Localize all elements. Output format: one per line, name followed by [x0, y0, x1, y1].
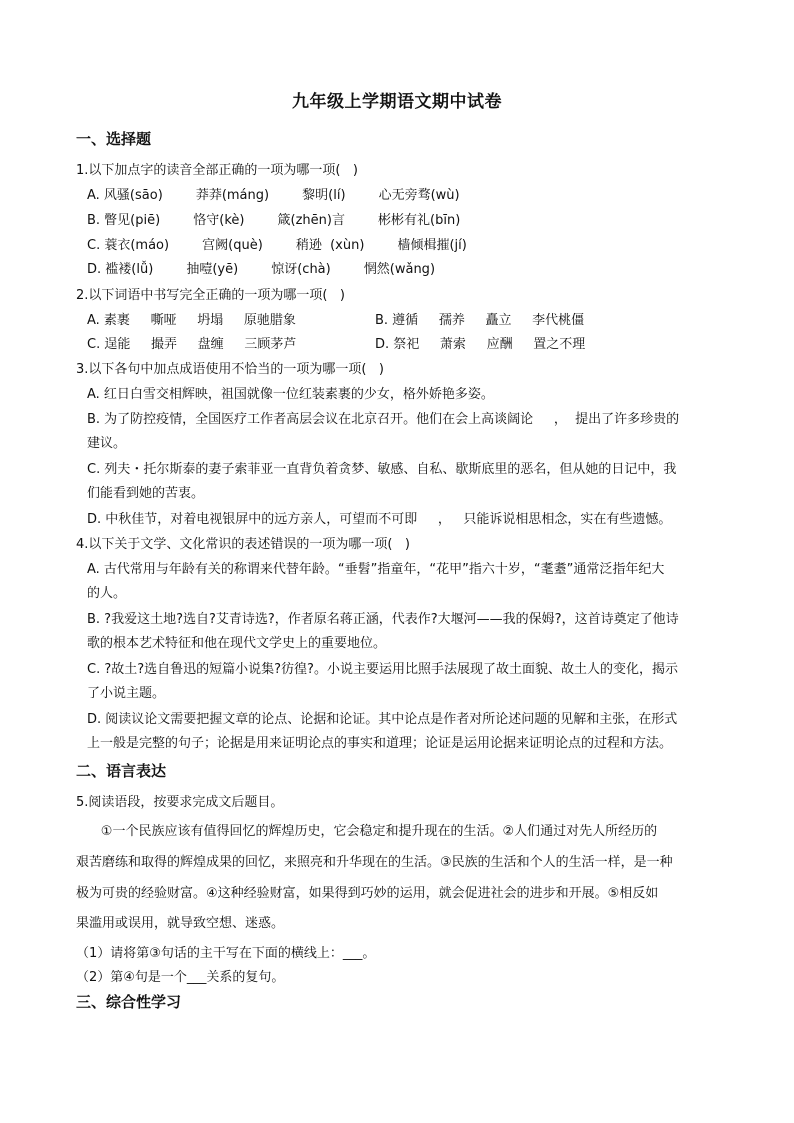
- passage-line-4: 果滥用或误用，就导致空想、迷惑。: [76, 916, 285, 931]
- question-2-option-d: D. 祭祀 萧索 应酬 置之不理: [375, 337, 586, 352]
- question-1-option-b: B. 瞥见(piē) 恪守(kè) 箴(zhēn)言 彬彬有礼(bīn): [87, 213, 461, 228]
- section-heading-comprehensive: 三、综合性学习: [76, 993, 182, 1011]
- question-3-option-b: B. 为了防控疫情，全国医疗工作者高层会议在北京召开。他们在会上高谈阔论 ， 提出了许多珍贵的: [87, 412, 680, 427]
- section-heading-choice: 一、选择题: [76, 130, 152, 148]
- question-4-option-d-continued: 上一般是完整的句子；论据是用来证明论点的事实和道理；论证是运用论据来证明论点的过程和方法。: [87, 736, 673, 751]
- question-3-option-c-continued: 们能看到她的苦衷。: [87, 486, 205, 501]
- question-4-stem: 4.以下关于文学、文化常识的表述错误的一项为哪一项( ): [76, 537, 410, 552]
- section-heading-expression: 二、语言表达: [76, 762, 167, 780]
- question-2-option-a: A. 素裹 嘶哑 坍塌 原驰腊象: [87, 313, 296, 328]
- page-title: 九年级上学期语文期中试卷: [292, 92, 502, 112]
- question-2-option-b: B. 遵循 孺养 矗立 李代桃僵: [375, 313, 585, 328]
- passage-line-1: ①一个民族应该有值得回忆的辉煌历史，它会稳定和提升现在的生活。②人们通过对先人所经历的: [76, 824, 658, 839]
- question-1-stem: 1.以下加点字的读音全部正确的一项为哪一项( ): [76, 163, 358, 178]
- question-5-stem: 5.阅读语段，按要求完成文后题目。: [76, 795, 284, 810]
- question-4-option-a-continued: 的人。: [87, 586, 127, 601]
- question-4-option-b: B. ?我爱这土地?选自?艾青诗选?，作者原名蒋正涵，代表作?大堰河——我的保姆?，这首诗奠定了他诗: [87, 612, 679, 627]
- question-3-option-c: C. 列夫・托尔斯泰的妻子索菲亚一直背负着贪梦、敏感、自私、歇斯底里的恶名，但从她的日记中，我: [87, 462, 677, 477]
- passage-line-3: 极为可贵的经验财富。④这种经验财富，如果得到巧妙的运用，就会促进社会的进步和开展。⑤相反如: [76, 886, 659, 901]
- question-4-option-c: C. ?故土?选自鲁迅的短篇小说集?彷徨?。小说主要运用比照手法展现了故土面貌、故土人的变化，揭示: [87, 662, 678, 677]
- question-3-option-a: A. 红日白雪交相辉映，祖国就像一位红装素裹的少女，格外娇艳多姿。: [87, 387, 494, 402]
- question-1-option-d: D. 褴褛(lǚ) 抽噎(yē) 惊讶(chà) 惘然(wǎng): [87, 262, 436, 277]
- question-3-option-d: D. 中秋佳节，对着电视银屏中的远方亲人，可望而不可即 ， 只能诉说相思相念，实在有些遗憾。: [87, 512, 672, 527]
- question-5-subquestion-2: （2）第④句是一个___关系的复句。: [76, 970, 285, 985]
- question-4-option-d: D. 阅读议论文需要把握文章的论点、论据和论证。其中论点是作者对所论述问题的见解和主张，在形式: [87, 712, 678, 727]
- question-2-stem: 2.以下词语中书写完全正确的一项为哪一项( ): [76, 288, 345, 303]
- question-1-option-a: A. 风骚(sāo) 莽莽(máng) 黎明(lí) 心无旁骛(wù): [87, 188, 460, 203]
- question-3-option-b-continued: 建议。: [87, 436, 127, 451]
- question-2-option-c: C. 逞能 撮弄 盘缠 三顾茅芦: [87, 337, 297, 352]
- passage-line-2: 艰苦磨练和取得的辉煌成果的回忆，来照亮和升华现在的生活。③民族的生活和个人的生活一样，是一种: [76, 855, 673, 870]
- question-4-option-b-continued: 歌的根本艺术特征和他在现代文学史上的重要地位。: [87, 636, 387, 651]
- question-4-option-a: A. 古代常用与年龄有关的称谓来代替年龄。“垂髫”指童年，“花甲”指六十岁，“耄耋”通常泛指年纪大: [87, 562, 665, 577]
- question-5-subquestion-1: （1）请将第③句话的主干写在下面的横线上：___。: [76, 946, 376, 961]
- question-4-option-c-continued: 了小说主题。: [87, 686, 166, 701]
- question-3-stem: 3.以下各句中加点成语使用不恰当的一项为哪一项( ): [76, 362, 384, 377]
- question-1-option-c: C. 蓑衣(máo) 宫阙(què) 稍逊 (xùn) 樯倾楫摧(jí): [87, 238, 467, 253]
